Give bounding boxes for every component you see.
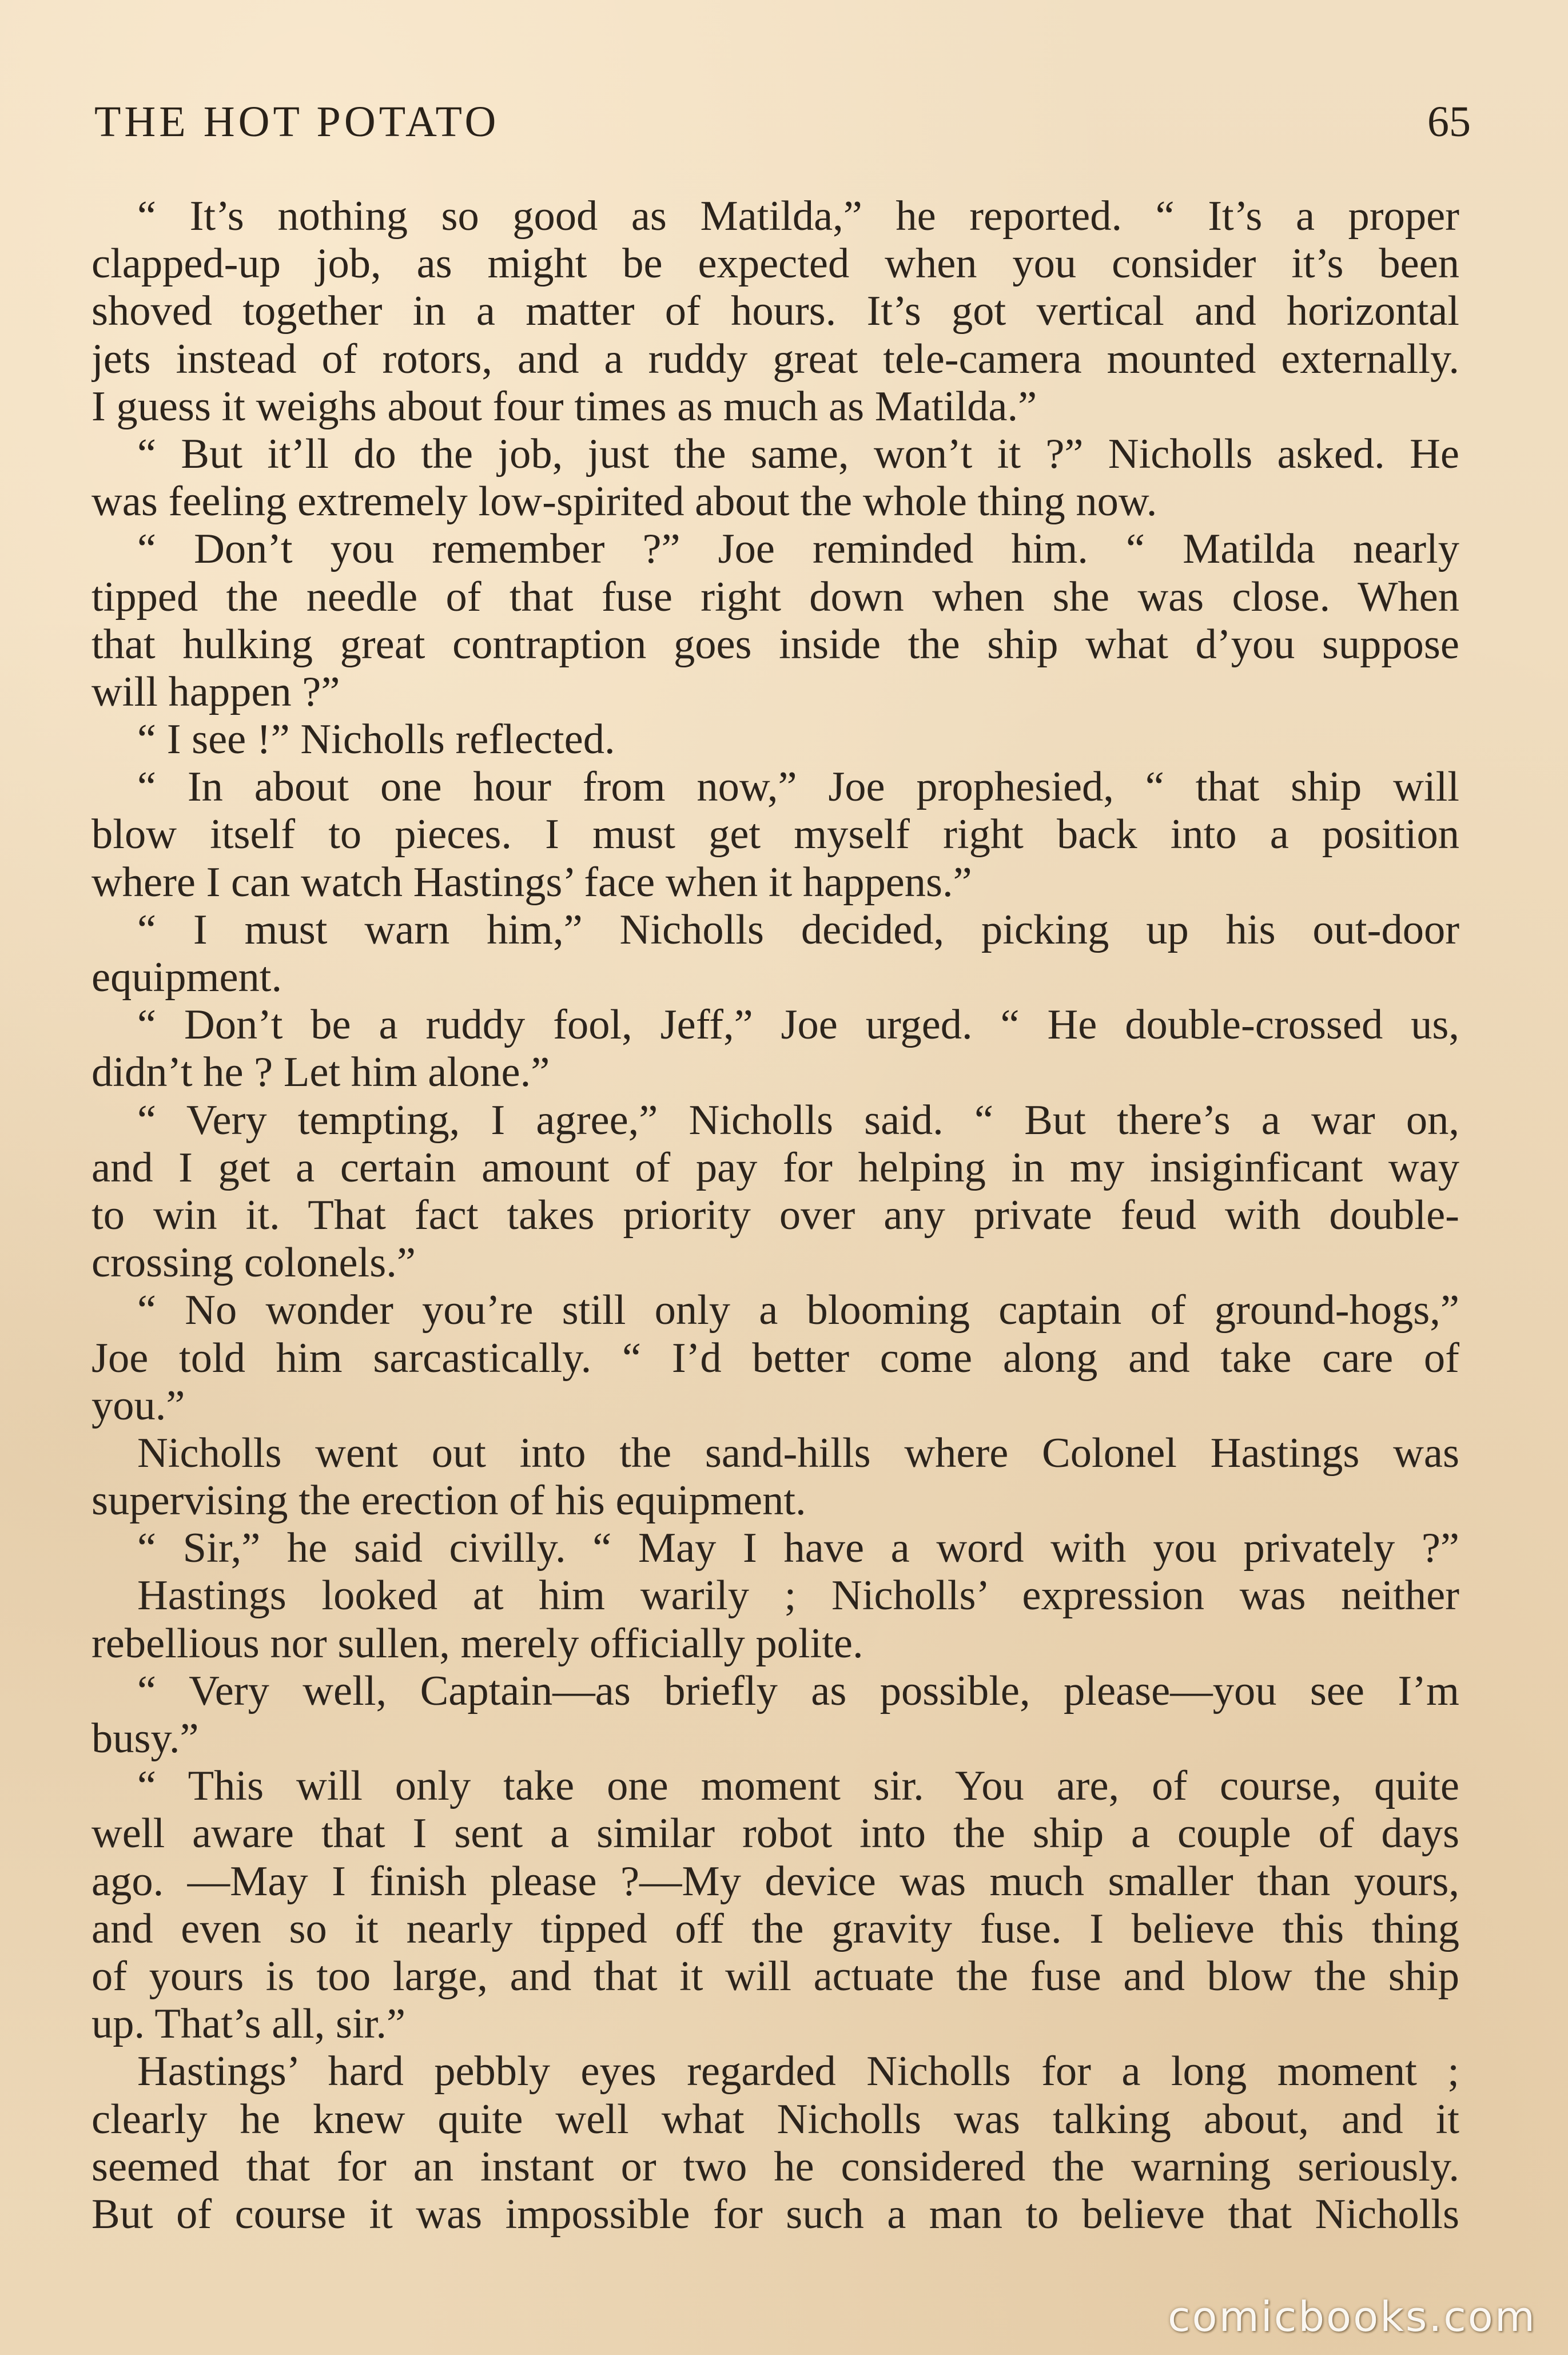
text-line: “ I see !” Nicholls reflected. <box>137 716 615 763</box>
text-line: But of course it was impossible for such a man to believe that Nicholls <box>91 2190 1459 2238</box>
watermark: comicbooks.com <box>1167 2293 1537 2341</box>
text-line: busy.” <box>91 1715 199 1762</box>
text-line: Hastings looked at him warily ; Nicholls’ expression was neither <box>137 1572 1459 1620</box>
text-line: tipped the needle of that fuse right down when she was close. When <box>91 573 1459 620</box>
text-line: crossing colonels.” <box>91 1239 416 1287</box>
text-line: “ Very tempting, I agree,” Nicholls said. “ But there’s a war on, <box>137 1096 1459 1144</box>
text-line: “ Don’t you remember ?” Joe reminded him. “ Matilda nearly <box>137 526 1459 573</box>
text-line: blow itself to pieces. I must get myself right back into a position <box>91 811 1459 858</box>
text-line: “ Very well, Captain—as briefly as possible, please—you see I’m <box>137 1667 1459 1714</box>
body-text <box>91 193 1459 2238</box>
page-number: 65 <box>1427 98 1471 146</box>
text-line: and I get a certain amount of pay for helping in my insiginficant way <box>91 1144 1459 1191</box>
text-line: “ In about one hour from now,” Joe prophesied, “ that ship will <box>137 763 1459 811</box>
text-line: well aware that I sent a similar robot into the ship a couple of days <box>91 1810 1459 1857</box>
text-line: jets instead of rotors, and a ruddy great tele-camera mounted externally. <box>91 335 1459 383</box>
text-line: shoved together in a matter of hours. It’s got vertical and horizontal <box>91 288 1459 335</box>
text-line: you.” <box>91 1382 185 1429</box>
running-head <box>94 97 1471 160</box>
text-line: “ I must warn him,” Nicholls decided, picking up his out-door <box>137 906 1459 953</box>
text-line: didn’t he ? Let him alone.” <box>91 1049 550 1096</box>
text-line: was feeling extremely low-spirited about the whole thing now. <box>91 478 1157 526</box>
text-line: “ This will only take one moment sir. You are, of course, quite <box>137 1763 1459 1810</box>
text-line: equipment. <box>91 954 282 1001</box>
text-line: will happen ?” <box>91 668 340 715</box>
text-line: “ But it’ll do the job, just the same, won’t it ?” Nicholls asked. He <box>137 430 1459 478</box>
text-line: clapped-up job, as might be expected when you consider it’s been <box>91 240 1459 288</box>
text-line: ago. —May I finish please ?—My device was much smaller than yours, <box>91 1857 1459 1905</box>
text-line: up. That’s all, sir.” <box>91 2000 406 2048</box>
text-line: “ Sir,” he said civilly. “ May I have a word with you privately ?” <box>137 1525 1459 1572</box>
text-line: I guess it weighs about four times as much as Matilda.” <box>91 383 1037 430</box>
text-line: “ It’s nothing so good as Matilda,” he reported. “ It’s a proper <box>137 193 1459 240</box>
text-line: “ Don’t be a ruddy fool, Jeff,” Joe urged. “ He double-crossed us, <box>137 1001 1459 1049</box>
text-line: where I can watch Hastings’ face when it happens.” <box>91 858 972 906</box>
text-line: of yours is too large, and that it will actuate the fuse and blow the ship <box>91 1952 1459 2000</box>
running-title: THE HOT POTATO <box>94 98 500 146</box>
text-line: Hastings’ hard pebbly eyes regarded Nicholls for a long moment ; <box>137 2048 1459 2095</box>
text-line: supervising the erection of his equipment. <box>91 1477 806 1525</box>
text-line: Nicholls went out into the sand-hills where Colonel Hastings was <box>137 1429 1459 1477</box>
text-line: to win it. That fact takes priority over any private feud with double- <box>91 1191 1459 1239</box>
text-line: clearly he knew quite well what Nicholls was talking about, and it <box>91 2095 1459 2143</box>
text-line: “ No wonder you’re still only a blooming captain of ground-hogs,” <box>137 1287 1459 1334</box>
text-line: Joe told him sarcastically. “ I’d better come along and take care of <box>91 1334 1459 1382</box>
text-line: seemed that for an instant or two he considered the warning seriously. <box>91 2143 1459 2190</box>
text-line: that hulking great contraption goes inside the ship what d’you suppose <box>91 620 1459 668</box>
text-line: rebellious nor sullen, merely officially polite. <box>91 1620 863 1667</box>
text-line: and even so it nearly tipped off the gravity fuse. I believe this thing <box>91 1905 1459 1952</box>
